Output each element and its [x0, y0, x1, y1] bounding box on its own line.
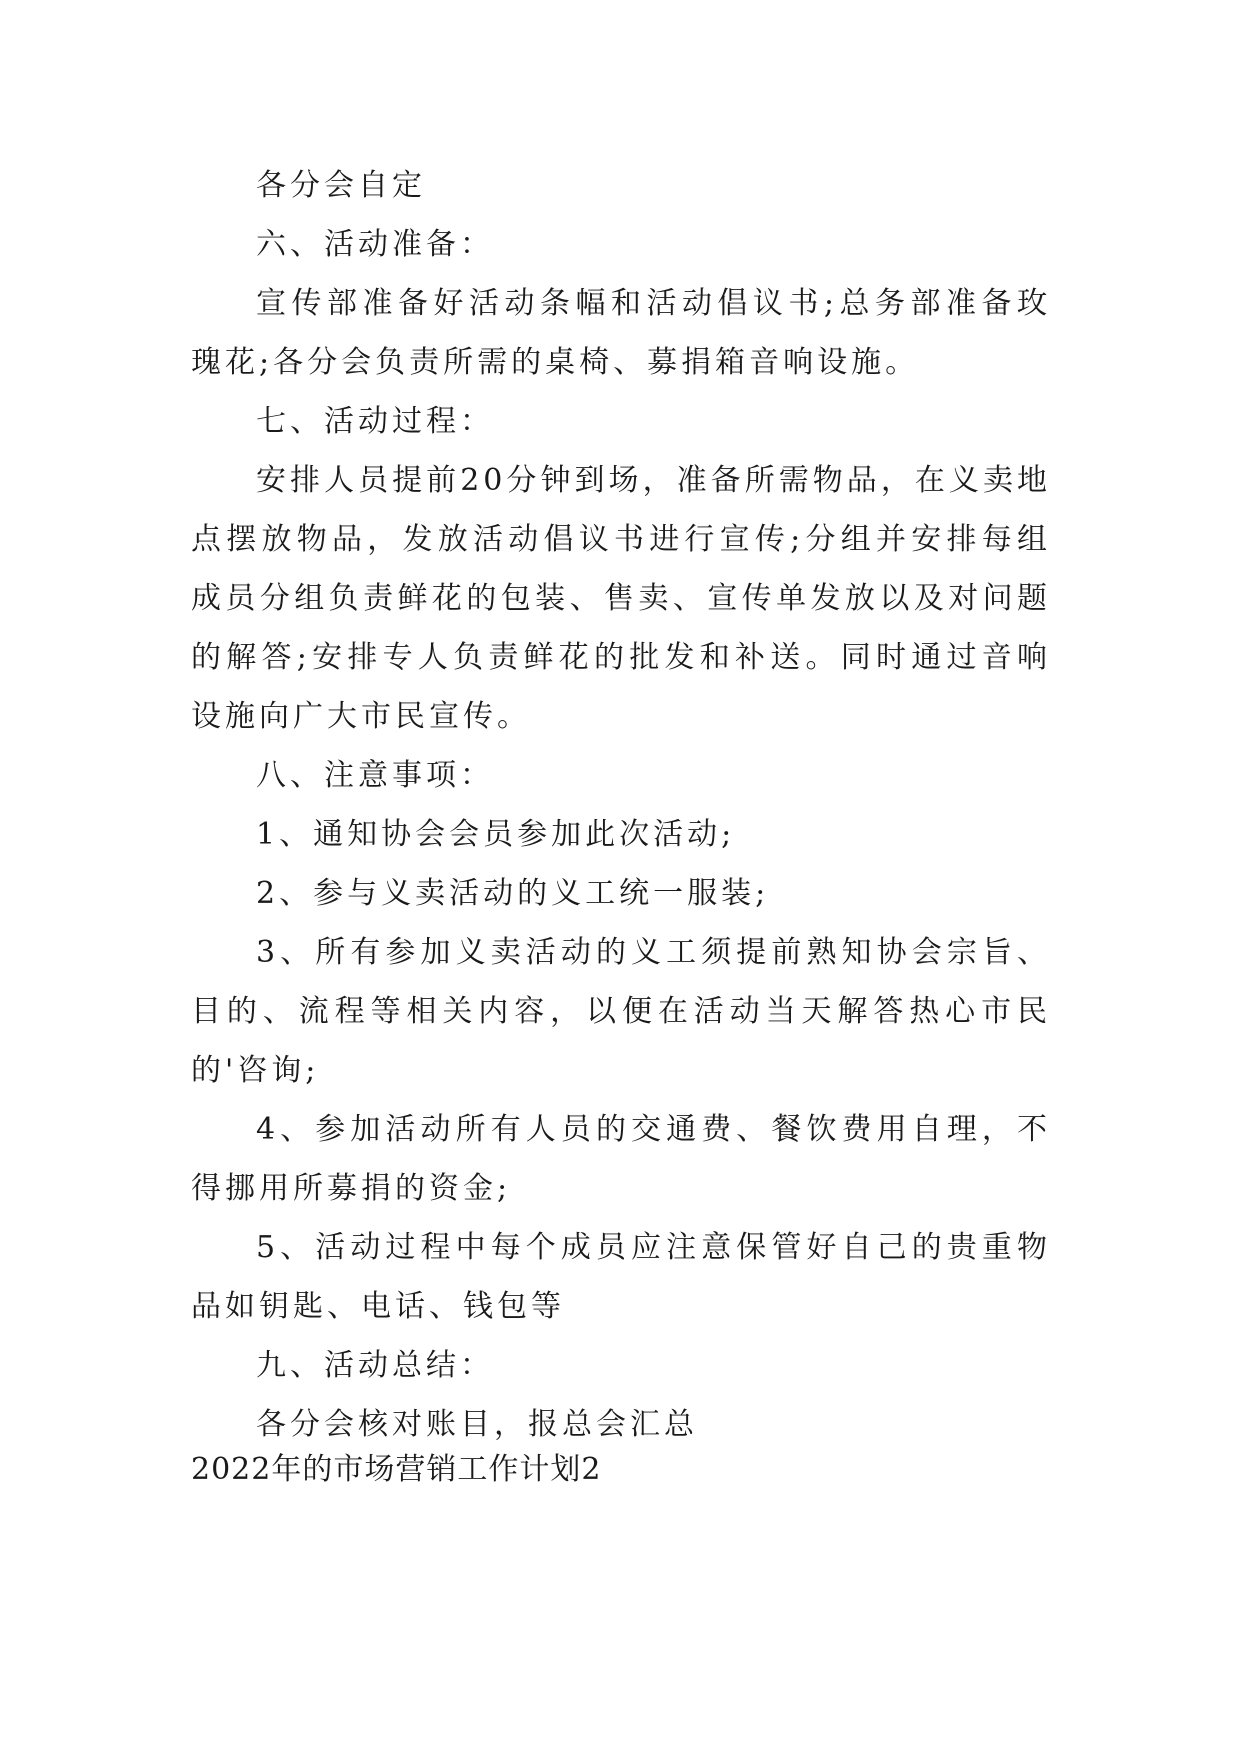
note-item-4: 4、参加活动所有人员的交通费、餐饮费用自理，不得挪用所募捐的资金;	[191, 1112, 1051, 1206]
section-notes-heading: 八、注意事项：	[256, 758, 494, 793]
body-text	[191, 156, 1051, 1454]
paragraph-preparation: 宣传部准备好活动条幅和活动倡议书;总务部准备玫瑰花;各分会负责所需的桌椅、募捐箱音响设施。	[191, 286, 1051, 380]
section-process-heading: 七、活动过程：	[256, 404, 494, 439]
note-item-3: 3、所有参加义卖活动的义工须提前熟知协会宗旨、目的、流程等相关内容，以便在活动当天解答热心市民的'咨询;	[191, 935, 1051, 1088]
note-item-1: 1、通知协会会员参加此次活动;	[256, 817, 736, 852]
section-heading: 2022年的市场营销工作计划2	[191, 1452, 602, 1487]
section-summary-heading: 九、活动总结：	[256, 1348, 494, 1383]
section-preparation-heading: 六、活动准备：	[256, 227, 494, 262]
note-item-5: 5、活动过程中每个成员应注意保管好自己的贵重物品如钥匙、电话、钱包等	[191, 1230, 1051, 1324]
paragraph-branch-decision: 各分会自定	[256, 168, 426, 203]
note-item-2: 2、参与义卖活动的义工统一服装;	[256, 876, 770, 911]
paragraph-summary: 各分会核对账目，报总会汇总	[256, 1407, 698, 1442]
paragraph-process: 安排人员提前20分钟到场，准备所需物品，在义卖地点摆放物品，发放活动倡议书进行宣传;分组并安排每组成员分组负责鲜花的包装、售卖、宣传单发放以及对问题的解答;安排专人负责鲜花的批发和补送。同时通过音响设施向广大市民宣传。	[191, 463, 1051, 734]
